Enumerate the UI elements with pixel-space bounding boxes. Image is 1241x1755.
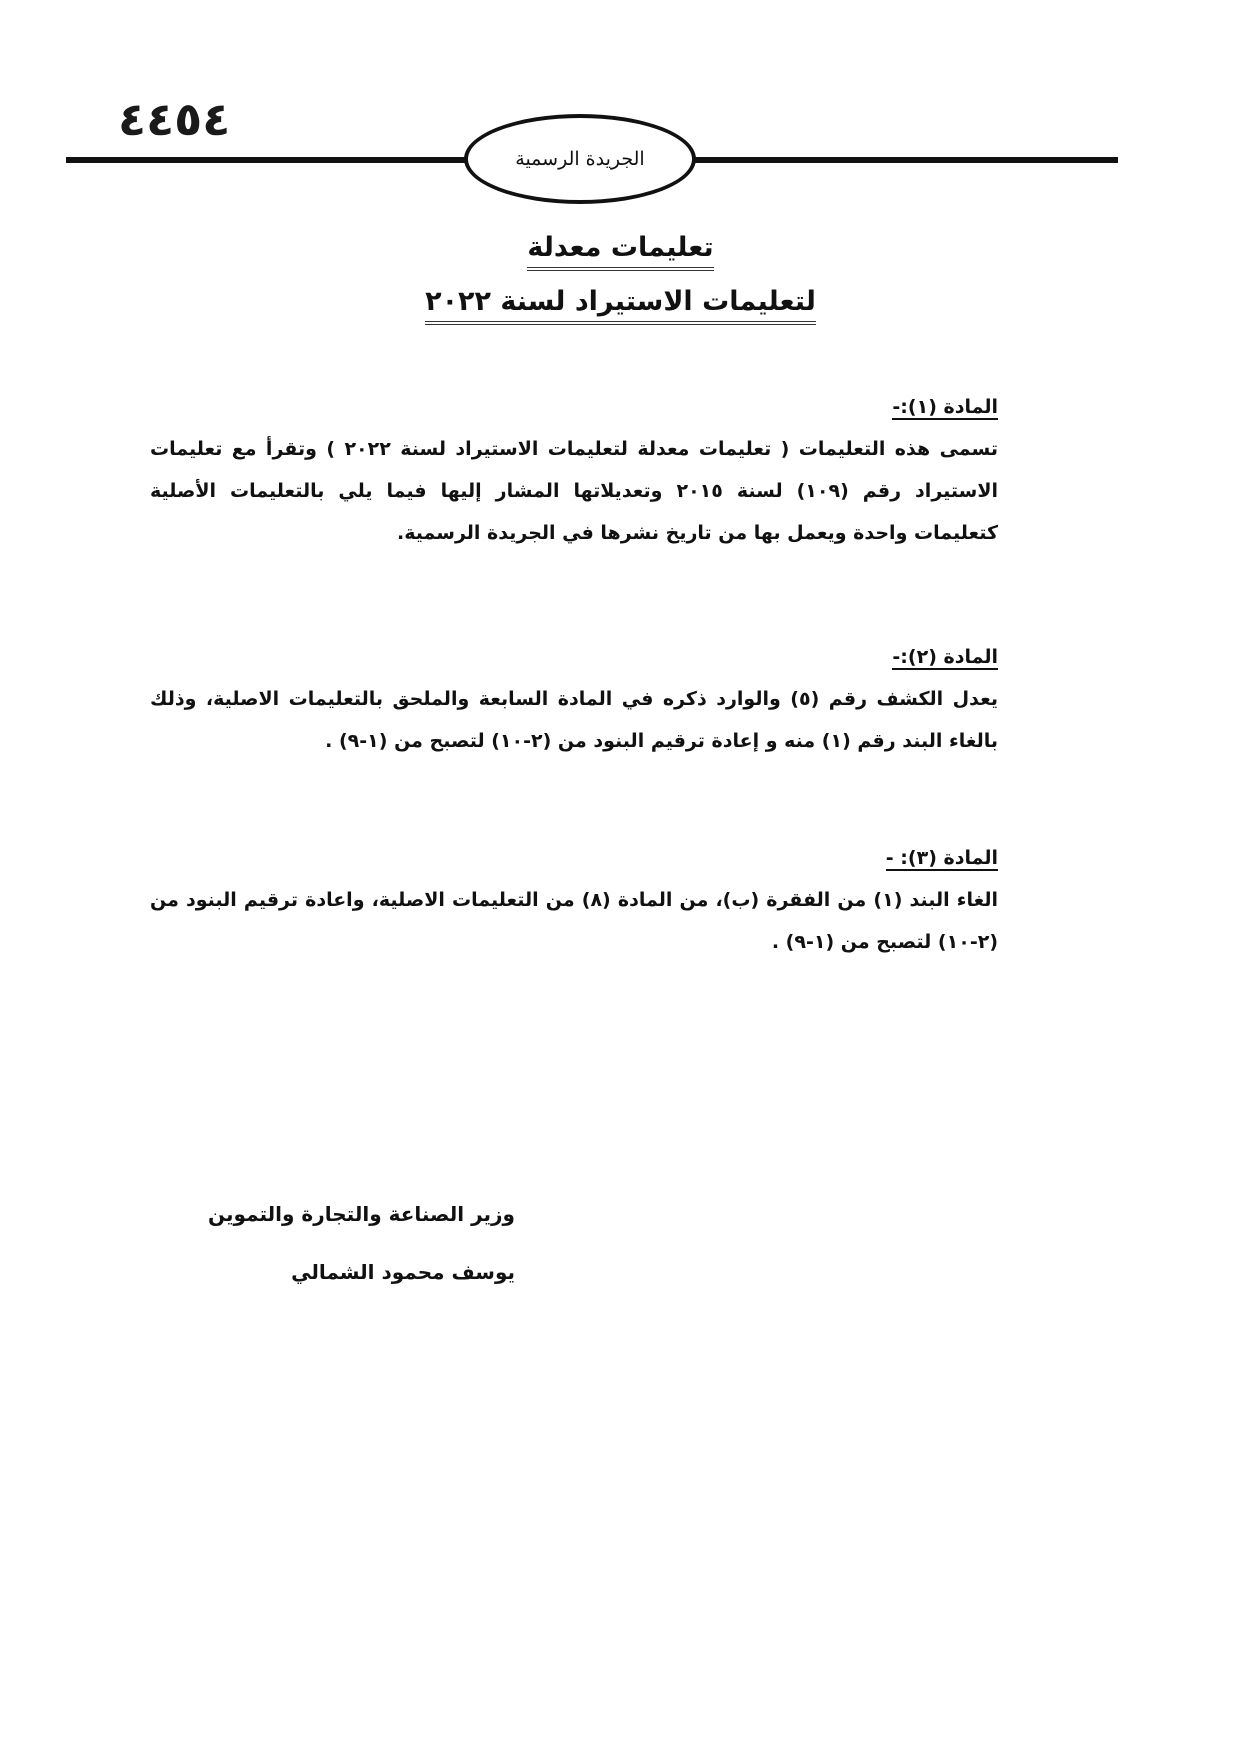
article-1-body: تسمى هذه التعليمات ( تعليمات معدلة لتعليمات الاستيراد لسنة ٢٠٢٢ ) وتقرأ مع تعليمات الاستيراد رقم (١٠٩) لسنة ٢٠١٥ وتعديلاتها المشار إليها فيما يلي بالتعليمات الأصلية كتعليمات واحدة ويعمل بها من تاريخ نشرها في الجريدة الرسمية.	[150, 438, 998, 544]
article-heading	[150, 392, 998, 422]
article-heading	[150, 843, 998, 873]
article-2-heading: المادة (٢):-	[892, 646, 998, 668]
article-2-body: يعدل الكشف رقم (٥) والوارد ذكره في المادة السابعة والملحق بالتعليمات الاصلية، وذلك بالغاء البند رقم (١) منه و إعادة ترقيم البنود من (٢-١٠) لتصبح من (١-٩) .	[150, 688, 998, 752]
page-number: ٤٤٥٤	[118, 92, 231, 146]
article-heading	[150, 642, 998, 672]
document-title	[0, 232, 1241, 263]
signatory-title: وزير الصناعة والتجارة والتموين	[208, 1202, 515, 1226]
gazette-name: الجريدة الرسمية	[515, 148, 645, 170]
article-1	[150, 392, 998, 554]
article-3-body: الغاء البند (١) من الفقرة (ب)، من المادة (٨) من التعليمات الاصلية، واعادة ترقيم البنود من (٢-١٠) لتصبح من (١-٩) .	[150, 889, 998, 953]
article-2	[150, 642, 998, 762]
document-subtitle	[0, 286, 1241, 317]
article-3-heading: المادة (٣): -	[885, 847, 998, 869]
article-3	[150, 843, 998, 963]
article-1-heading: المادة (١):-	[892, 396, 998, 418]
document-title-line-2: لتعليمات الاستيراد لسنة ٢٠٢٢	[425, 286, 816, 325]
gazette-emblem-oval	[464, 114, 696, 204]
document-title-line-1: تعليمات معدلة	[527, 232, 713, 271]
signatory-name: يوسف محمود الشمالي	[291, 1260, 515, 1284]
